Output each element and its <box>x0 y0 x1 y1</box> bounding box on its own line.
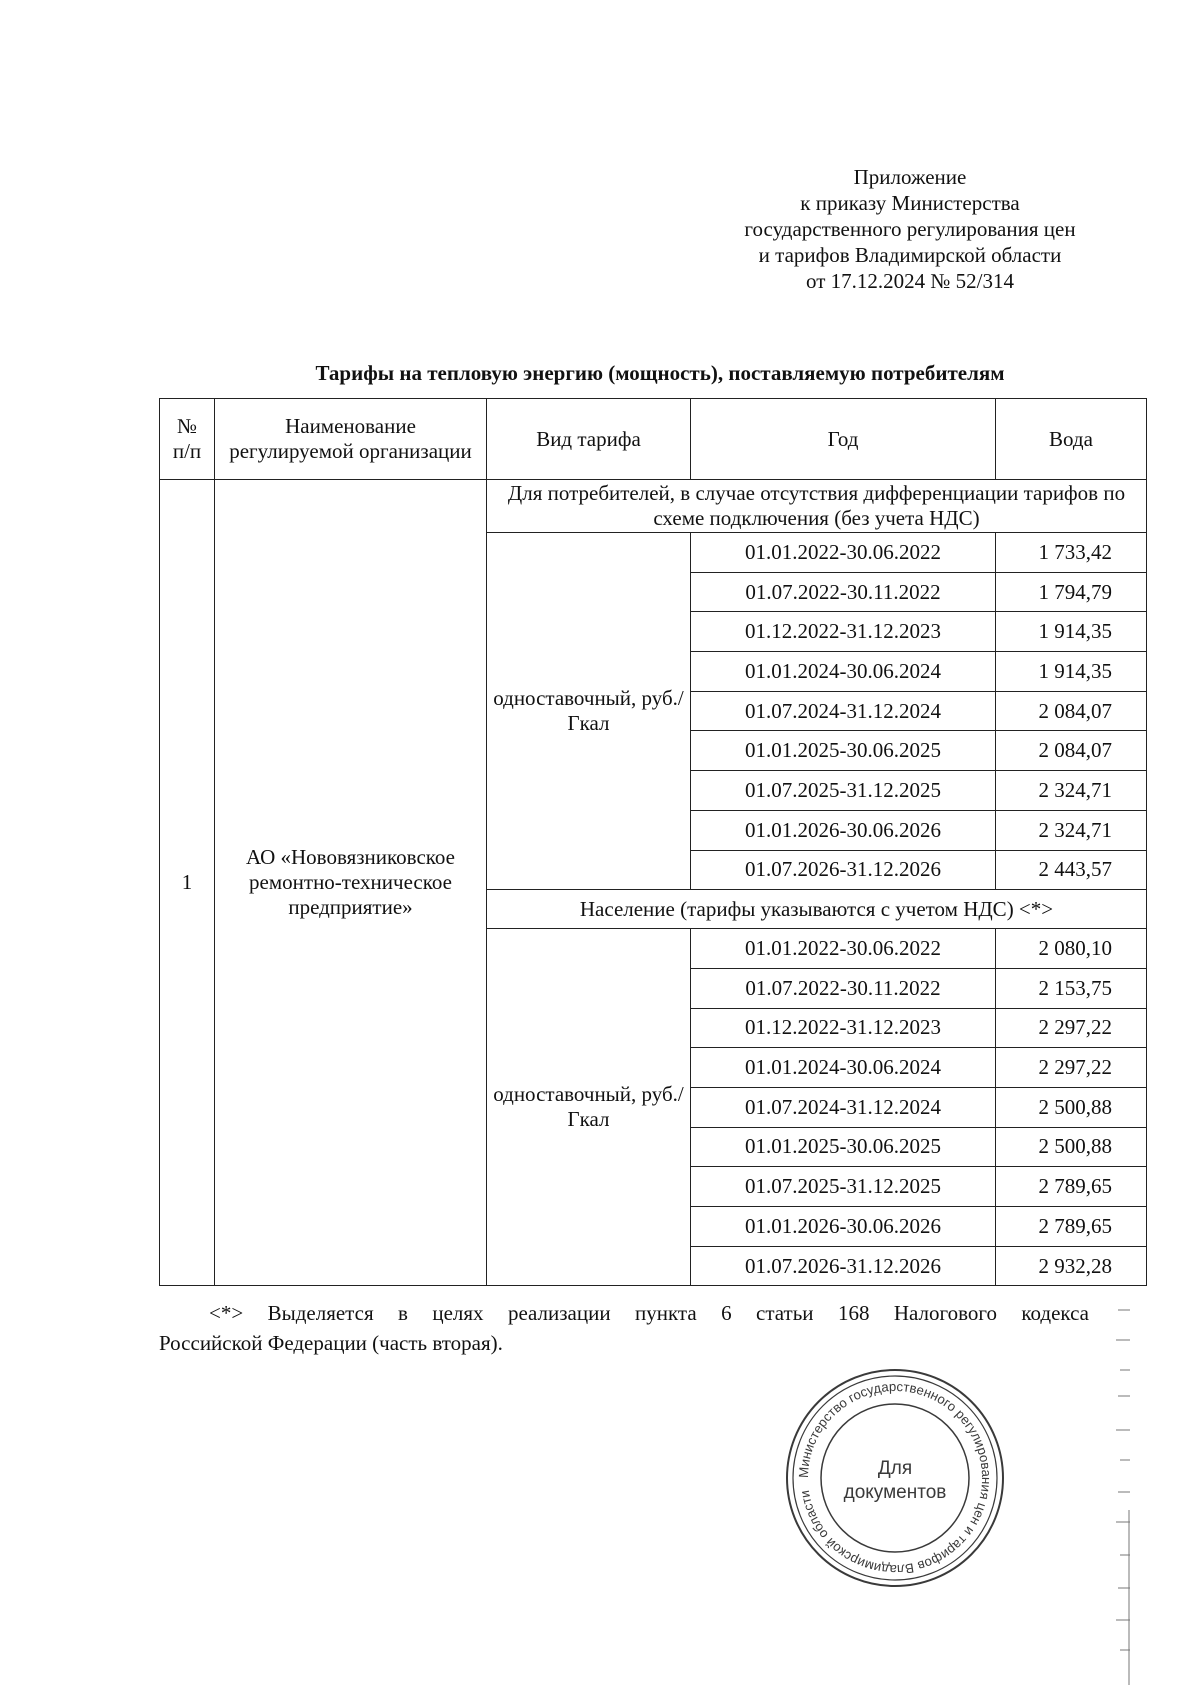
period-cell: 01.07.2022-30.11.2022 <box>691 968 996 1008</box>
table-body <box>160 480 1147 1286</box>
water-value-cell: 2 500,88 <box>996 1087 1147 1127</box>
period-cell: 01.07.2025-31.12.2025 <box>691 1167 996 1207</box>
water-value-cell: 2 789,65 <box>996 1207 1147 1247</box>
tariff-type-cell: одноставочный, руб./Гкал <box>487 533 691 890</box>
footnote-line: <*> Выделяется в целях реализации пункта 6 статьи 168 Налогового кодекса <box>209 1301 1089 1325</box>
period-cell: 01.01.2025-30.06.2025 <box>691 731 996 771</box>
margin-scan-marks <box>1112 1300 1132 1690</box>
period-cell: 01.07.2026-31.12.2026 <box>691 1246 996 1286</box>
water-value-cell: 2 297,22 <box>996 1048 1147 1088</box>
water-value-cell: 1 733,42 <box>996 533 1147 573</box>
table-header-row <box>160 399 1147 480</box>
period-cell: 01.01.2025-30.06.2025 <box>691 1127 996 1167</box>
header-tariff-type: Вид тарифа <box>487 399 691 480</box>
water-value-cell: 2 080,10 <box>996 929 1147 969</box>
svg-text:документов: документов <box>843 1482 947 1503</box>
period-cell: 01.01.2022-30.06.2022 <box>691 929 996 969</box>
document-title: Тарифы на тепловую энергию (мощность), поставляемую потребителям <box>315 361 1005 385</box>
water-value-cell: 1 914,35 <box>996 612 1147 652</box>
svg-text:Министерство государственного: Министерство государственного регулирования цен и тарифов Владимирской области <box>795 1378 995 1578</box>
tariff-type-cell: одноставочный, руб./Гкал <box>487 929 691 1286</box>
water-value-cell: 2 297,22 <box>996 1008 1147 1048</box>
header-water: Вода <box>996 399 1147 480</box>
section-caption-row <box>160 480 1147 533</box>
period-cell: 01.01.2024-30.06.2024 <box>691 652 996 692</box>
period-cell: 01.01.2024-30.06.2024 <box>691 1048 996 1088</box>
period-cell: 01.07.2025-31.12.2025 <box>691 771 996 811</box>
water-value-cell: 2 443,57 <box>996 850 1147 890</box>
period-cell: 01.07.2024-31.12.2024 <box>691 691 996 731</box>
svg-text:Для: Для <box>877 1458 913 1479</box>
water-value-cell: 2 324,71 <box>996 771 1147 811</box>
water-value-cell: 2 500,88 <box>996 1127 1147 1167</box>
header-num: № п/п <box>160 399 215 480</box>
period-cell: 01.12.2022-31.12.2023 <box>691 612 996 652</box>
stamp-seal-graphic <box>783 1366 1007 1590</box>
period-cell: 01.01.2026-30.06.2026 <box>691 1207 996 1247</box>
official-stamp <box>783 1366 1007 1590</box>
header-organization: Наименование регулируемой организации <box>215 399 487 480</box>
water-value-cell: 2 932,28 <box>996 1246 1147 1286</box>
water-value-cell: 2 084,07 <box>996 691 1147 731</box>
appendix-line: к приказу Министерства <box>800 191 1020 215</box>
appendix-block <box>700 164 1120 294</box>
period-cell: 01.01.2022-30.06.2022 <box>691 533 996 573</box>
section-caption: Население (тарифы указываются с учетом НДС) <*> <box>487 890 1147 929</box>
appendix-line: и тарифов Владимирской области <box>758 243 1062 267</box>
row-number-cell: 1 <box>160 480 215 1286</box>
water-value-cell: 1 794,79 <box>996 572 1147 612</box>
appendix-line: от 17.12.2024 № 52/314 <box>805 269 1015 293</box>
appendix-line: государственного регулирования цен <box>744 217 1076 241</box>
water-value-cell: 2 153,75 <box>996 968 1147 1008</box>
organization-cell: АО «Нововязниковское ремонтно-техническое предприятие» <box>215 480 487 1286</box>
footnote-line: Российской Федерации (часть вторая). <box>159 1331 503 1355</box>
header-year: Год <box>691 399 996 480</box>
appendix-line: Приложение <box>853 165 967 189</box>
tariff-table <box>159 398 1147 1286</box>
water-value-cell: 1 914,35 <box>996 652 1147 692</box>
period-cell: 01.12.2022-31.12.2023 <box>691 1008 996 1048</box>
footnote <box>159 1298 1089 1358</box>
period-cell: 01.07.2026-31.12.2026 <box>691 850 996 890</box>
water-value-cell: 2 084,07 <box>996 731 1147 771</box>
section-caption: Для потребителей, в случае отсутствия дифференциации тарифов по схеме подключения (без учета НДС) <box>487 480 1147 533</box>
water-value-cell: 2 789,65 <box>996 1167 1147 1207</box>
period-cell: 01.07.2024-31.12.2024 <box>691 1087 996 1127</box>
period-cell: 01.07.2022-30.11.2022 <box>691 572 996 612</box>
water-value-cell: 2 324,71 <box>996 810 1147 850</box>
period-cell: 01.01.2026-30.06.2026 <box>691 810 996 850</box>
